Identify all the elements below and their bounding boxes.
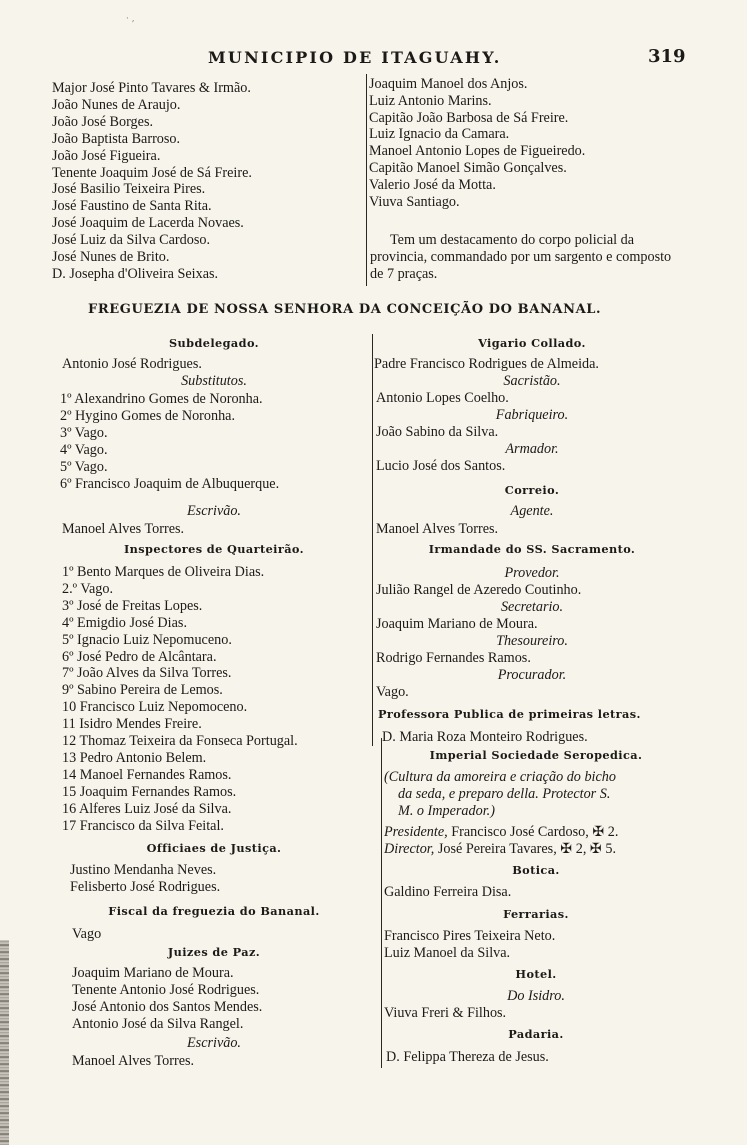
imperial-line-3: M. o Imperador.) [398, 803, 495, 819]
fiscal-value: Vago [72, 926, 102, 942]
inspector-entry: 7º João Alves da Silva Torres. [62, 665, 232, 682]
thesoureiro-heading: Thesoureiro. [496, 633, 568, 649]
top-column-rule [366, 74, 367, 286]
hotel-name: Viuva Freri & Filhos. [384, 1005, 507, 1021]
director-label: Director, [384, 841, 435, 857]
provedor-heading: Provedor. [504, 565, 560, 581]
substituto-entry: 6º Francisco Joaquim de Albuquerque. [60, 475, 280, 492]
ferrarias-heading: Ferrarias. [503, 907, 569, 921]
agente-heading: Agente. [510, 503, 554, 519]
secretario-name: Joaquim Mariano de Moura. [376, 616, 538, 632]
padaria-heading: Padaria. [508, 1027, 564, 1041]
header-title: MUNICIPIO DE ITAGUAHY. [208, 48, 502, 67]
inspector-entry: 6º José Pedro de Alcântara. [62, 648, 217, 665]
substituto-entry: 4º Vago. [60, 441, 108, 458]
professora-name: D. Maria Roza Monteiro Rodrigues. [382, 729, 588, 745]
inspectores-heading: Inspectores de Quarteirão. [124, 542, 304, 556]
top-right-entry: Joaquim Manoel dos Anjos. [369, 76, 528, 92]
ferrarias-name-2: Luiz Manoel da Silva. [384, 945, 511, 961]
fabriqueiro-name: João Sabino da Silva. [376, 424, 499, 440]
imperial-line-2: da seda, e preparo della. Protector S. [398, 786, 611, 802]
inspector-entry: 15 Joaquim Fernandes Ramos. [62, 783, 237, 800]
top-left-entry: Tenente Joaquim José de Sá Freire. [52, 164, 252, 181]
juizes-escrivao-name: Manoel Alves Torres. [72, 1053, 195, 1069]
correio-heading: Correio. [504, 483, 560, 497]
top-right-entry: Luiz Antonio Marins. [369, 92, 492, 109]
juiz-entry: Tenente Antonio José Rodrigues. [72, 981, 260, 998]
top-right-entry: Manoel Antonio Lopes de Figueiredo. [369, 143, 586, 160]
top-left-entry: João José Figueira. [52, 147, 161, 164]
juiz-entry: José Antonio dos Santos Mendes. [72, 998, 263, 1015]
armador-name: Lucio José dos Santos. [376, 458, 506, 474]
top-left-entry: D. Josepha d'Oliveira Seixas. [52, 265, 219, 282]
provedor-name: Julião Rangel de Azeredo Coutinho. [376, 582, 582, 598]
director-name: José Pereira Tavares, ✠ 2, ✠ 5. [437, 841, 616, 857]
inspector-entry: 11 Isidro Mendes Freire. [62, 716, 202, 733]
substituto-entry: 2º Hygino Gomes de Noronha. [60, 407, 236, 424]
officiaes-heading: Officiaes de Justiça. [146, 841, 282, 855]
inspector-entry: 10 Francisco Luiz Nepomoceno. [62, 699, 248, 716]
inspector-entry: 2.º Vago. [62, 580, 114, 597]
top-left-entry: José Nunes de Brito. [52, 249, 170, 265]
vigario-heading: Vigario Collado. [478, 336, 586, 350]
inspector-entry: 17 Francisco da Silva Feital. [62, 817, 224, 834]
scan-edge-artifact [0, 940, 9, 1145]
detachment-paragraph: Tem um destacamento do corpo policial da provincia, commandado por um sargento e composto de 7 praças. [370, 232, 672, 282]
top-left-entry: João Nunes de Araujo. [52, 96, 181, 113]
inspector-entry: 5º Ignacio Luiz Nepomuceno. [62, 631, 232, 648]
presidente-label: Presidente, [384, 824, 448, 840]
officiaes-name-1: Justino Mendanha Neves. [70, 862, 217, 878]
page-number: 319 [648, 46, 686, 67]
subdelegado-heading: Subdelegado. [168, 336, 260, 350]
fabriqueiro-heading: Fabriqueiro. [495, 407, 569, 423]
lower-column-rule-2 [381, 738, 382, 1068]
top-right-entry: Capitão Manoel Simão Gonçalves. [369, 160, 567, 176]
hotel-heading: Hotel. [515, 967, 557, 981]
fiscal-heading: Fiscal da freguezia do Bananal. [108, 904, 320, 918]
juiz-entry: Joaquim Mariano de Moura. [72, 965, 234, 981]
top-left-entry: João Baptista Barroso. [52, 130, 181, 147]
inspector-entry: 16 Alferes Luiz José da Silva. [62, 800, 232, 817]
top-left-entry: José Basilio Teixeira Pires. [52, 181, 206, 198]
top-left-entry: José Faustino de Santa Rita. [52, 198, 212, 215]
inspector-entry: 4º Emigdio José Dias. [62, 614, 187, 631]
escrivao-name: Manoel Alves Torres. [62, 521, 185, 537]
top-right-entry: Capitão João Barbosa de Sá Freire. [369, 109, 569, 126]
top-right-entry: Luiz Ignacio da Camara. [369, 126, 510, 143]
botica-heading: Botica. [512, 863, 560, 877]
imperial-heading: Imperial Sociedade Seropedica. [429, 748, 643, 762]
top-left-entry: João José Borges. [52, 113, 154, 130]
subdelegado-name: Antonio José Rodrigues. [62, 356, 202, 372]
officiaes-name-2: Felisberto José Rodrigues. [70, 879, 221, 895]
substituto-entry: 1º Alexandrino Gomes de Noronha. [60, 391, 263, 407]
lower-column-rule-1 [372, 334, 373, 746]
inspector-entry: 13 Pedro Antonio Belem. [62, 749, 207, 766]
substituto-entry: 3º Vago. [60, 424, 108, 441]
top-left-entry: José Luiz da Silva Cardoso. [52, 232, 211, 249]
page-speck: · , [126, 14, 135, 24]
top-right-entry: Valerio José da Motta. [369, 176, 496, 193]
juizes-heading: Juizes de Paz. [167, 945, 261, 959]
top-left-entry: José Joaquim de Lacerda Novaes. [52, 215, 244, 232]
padaria-name: D. Felippa Thereza de Jesus. [386, 1049, 549, 1065]
substituto-entry: 5º Vago. [60, 458, 108, 475]
juizes-escrivao-heading: Escrivão. [187, 1035, 241, 1051]
juiz-entry: Antonio José da Silva Rangel. [72, 1015, 244, 1032]
vigario-name: Padre Francisco Rodrigues de Almeida. [374, 356, 599, 372]
director-line [384, 841, 616, 858]
ferrarias-name-1: Francisco Pires Teixeira Neto. [384, 928, 556, 944]
botica-name: Galdino Ferreira Disa. [384, 884, 512, 900]
armador-heading: Armador. [505, 441, 559, 457]
irmandade-heading: Irmandade do SS. Sacramento. [428, 542, 636, 556]
imperial-line-1: (Cultura da amoreira e criação do bicho [384, 769, 616, 785]
procurador-heading: Procurador. [497, 667, 567, 683]
sacristao-heading: Sacristão. [503, 373, 561, 389]
thesoureiro-name: Rodrigo Fernandes Ramos. [376, 650, 531, 666]
presidente-name: Francisco José Cardoso, ✠ 2. [451, 824, 619, 840]
hotel-sub-heading: Do Isidro. [507, 988, 565, 1004]
escrivao-heading: Escrivão. [187, 503, 241, 519]
secretario-heading: Secretario. [500, 599, 564, 615]
top-left-entry: Major José Pinto Tavares & Irmão. [52, 80, 251, 96]
inspector-entry: 14 Manoel Fernandes Ramos. [62, 766, 232, 783]
top-right-entry: Viuva Santiago. [369, 193, 460, 210]
procurador-name: Vago. [376, 684, 409, 700]
inspector-entry: 1º Bento Marques de Oliveira Dias. [62, 564, 265, 580]
inspector-entry: 12 Thomaz Teixeira da Fonseca Portugal. [62, 733, 298, 749]
inspector-entry: 9º Sabino Pereira de Lemos. [62, 682, 223, 699]
professora-heading: Professora Publica de primeiras letras. [378, 707, 641, 721]
page-header [0, 48, 747, 72]
inspector-entry: 3º José de Freitas Lopes. [62, 597, 203, 614]
sacristao-name: Antonio Lopes Coelho. [376, 390, 509, 406]
freguezia-title: FREGUEZIA DE NOSSA SENHORA DA CONCEIÇÃO DO BANANAL. [88, 302, 602, 317]
substitutos-heading: Substitutos. [181, 373, 247, 389]
presidente-line [384, 824, 618, 841]
agente-name: Manoel Alves Torres. [376, 521, 499, 537]
